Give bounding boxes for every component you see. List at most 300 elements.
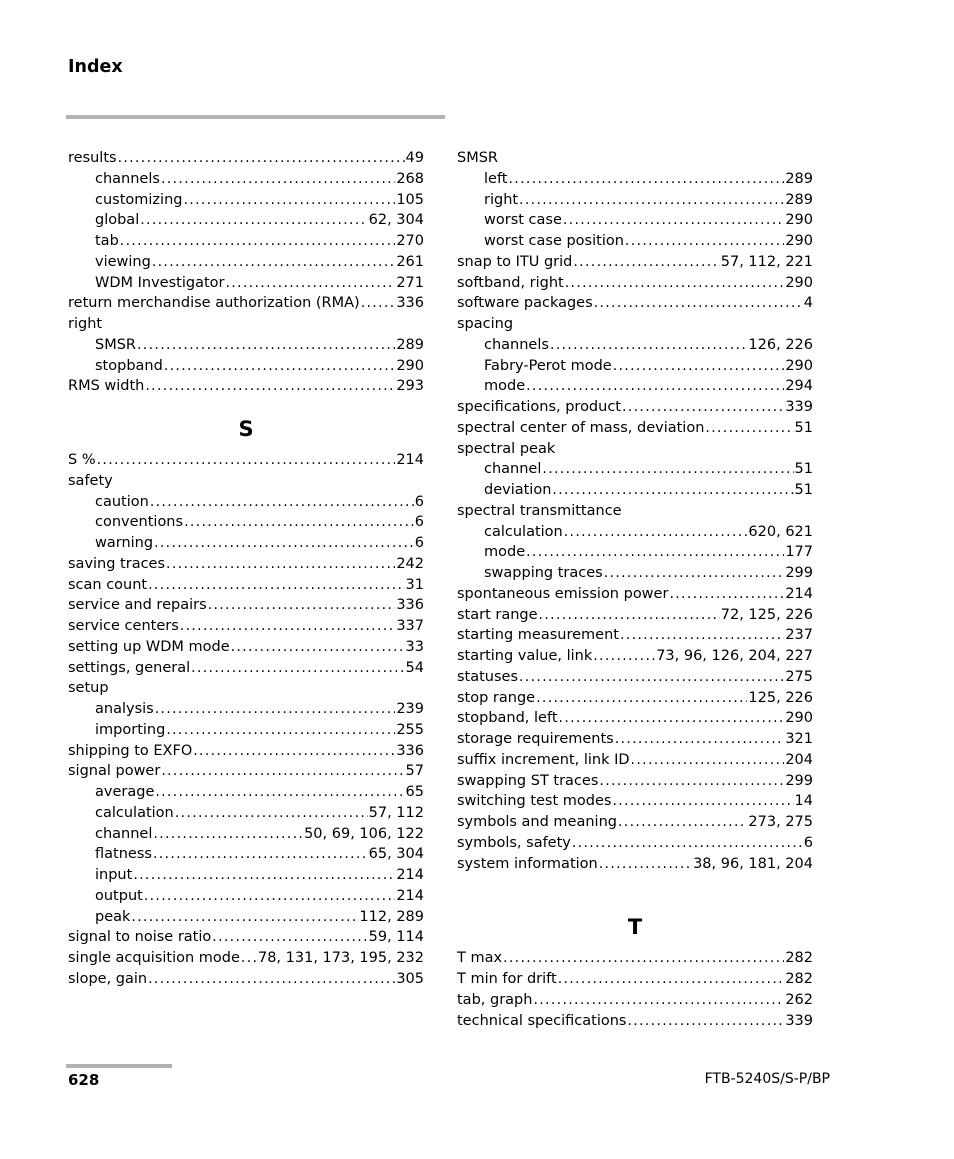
index-page-refs: 57 [405,763,424,780]
dot-leader [558,969,785,990]
index-page-refs: 237 [785,627,813,644]
index-page-refs: 290 [785,212,813,229]
index-page-refs: 271 [396,274,424,291]
index-page-refs: 336 [396,597,424,614]
index-page-refs: 290 [785,274,813,291]
index-page-refs: 78, 131, 173, 195, 232 [257,950,424,966]
index-subentry [457,542,813,563]
index-page-refs: 261 [396,253,424,270]
index-term: snap to ITU grid [457,253,573,270]
dot-leader [550,335,747,356]
dot-leader [150,492,414,513]
index-entry [457,293,813,314]
index-entry [68,761,424,782]
index-page-refs: 239 [396,701,424,717]
index-term: symbols and meaning [457,814,617,830]
dot-leader [622,397,784,418]
index-page-refs: 6 [414,535,424,551]
index-page-refs: 33 [405,638,424,655]
index-page-refs: 336 [396,742,424,759]
index-term: spontaneous emission power [457,585,669,602]
dot-leader [231,637,405,658]
index-term: mode [484,378,526,395]
index-entry [457,688,813,709]
index-page-refs: 294 [785,378,813,395]
index-subentry [457,190,813,211]
index-page-refs: 6 [414,514,424,531]
index-term: conventions [95,514,184,531]
dot-leader [559,708,785,729]
index-page-refs: 49 [405,150,424,166]
index-page-refs: 299 [785,772,813,789]
index-page-refs: 6 [803,834,813,851]
index-term: WDM Investigator [95,274,225,291]
dot-leader [627,1011,784,1032]
index-entry [68,616,424,637]
index-entry [457,791,813,812]
dot-leader [225,273,395,294]
index-entry [68,293,424,314]
index-entry [68,637,424,658]
index-column-left [68,148,424,990]
index-subentry [457,376,813,397]
index-subentry [68,865,424,886]
index-term: SMSR [95,336,136,353]
index-page-refs: 51 [794,419,813,436]
index-term: slope, gain [68,970,148,987]
dot-leader [705,418,793,439]
index-page-refs: 290 [396,357,424,374]
footer-rule [66,1064,172,1068]
dot-leader [118,148,405,169]
dot-leader [594,293,803,314]
index-page-refs: 214 [396,887,424,904]
index-term: output [95,887,143,904]
dot-leader [148,969,395,990]
dot-leader [137,335,395,356]
section-letter-s: S [238,417,254,441]
index-page-refs: 293 [396,378,424,395]
index-term: stopband [95,357,163,374]
index-page-refs: 282 [785,971,813,987]
dot-leader [241,948,257,969]
index-term: starting measurement [457,627,619,644]
dot-leader [166,554,395,575]
dot-leader [140,210,367,231]
dot-leader [573,252,719,273]
dot-leader [599,771,784,792]
index-entry [457,273,813,294]
index-page-refs: 214 [396,867,424,883]
index-term: swapping ST traces [457,772,599,789]
index-subentry [68,231,424,252]
dot-leader [208,595,396,616]
dot-leader [565,273,785,294]
index-term: symbols, safety [457,834,571,851]
index-block-s [68,450,424,990]
index-page-refs: 299 [785,565,813,581]
index-entry [457,1011,813,1032]
index-entry [68,948,424,969]
index-entry [457,646,813,667]
index-term: software packages [457,295,593,312]
index-term: caution [95,493,149,510]
dot-leader [131,907,358,928]
dot-leader [166,720,395,741]
index-entry [68,450,424,471]
index-subentry [68,699,424,720]
index-entry [457,314,813,335]
index-subentry [68,512,424,533]
index-entry [457,252,813,273]
index-entry [457,771,813,792]
index-entry [68,471,424,492]
dot-leader [152,252,396,273]
index-term: calculation [484,523,563,540]
index-entry [457,948,813,969]
index-term: system information [457,855,598,872]
index-page-refs: 6 [414,493,424,510]
index-page-refs: 126, 226 [748,336,813,353]
index-term: deviation [484,482,552,498]
index-term: tab [95,233,119,249]
dot-leader [97,450,396,471]
dot-leader [153,844,368,865]
index-entry [68,554,424,575]
dot-leader [542,459,793,480]
dot-leader [618,812,747,833]
index-subentry [457,563,813,584]
index-page-refs: 214 [785,585,813,602]
index-subentry [68,844,424,865]
index-term: setting up WDM mode [68,638,230,655]
index-page-refs: 289 [785,191,813,208]
index-subentry [68,907,424,928]
index-page-refs: 4 [803,295,813,312]
index-term: mode [484,544,526,561]
index-page-refs: 54 [405,659,424,676]
dot-leader [620,625,784,646]
index-term: left [484,170,508,187]
index-entry [457,812,813,833]
index-subentry [68,824,424,845]
index-term: safety [68,472,113,489]
index-term: starting value, link [457,648,593,664]
index-page-refs: 273, 275 [748,814,813,830]
index-page-refs: 112, 289 [359,908,424,925]
index-page-refs: 255 [396,721,424,738]
index-term: input [95,867,133,883]
index-page-refs: 105 [396,191,424,208]
index-term: calculation [95,804,174,821]
index-term: storage requirements [457,731,614,747]
index-subentry [68,803,424,824]
index-entry [457,969,813,990]
index-subentry [68,886,424,907]
dot-leader [625,231,784,252]
dot-leader [161,761,404,782]
index-subentry [457,356,813,377]
index-subentry [68,492,424,513]
dot-leader [161,169,395,190]
index-entry [457,750,813,771]
dot-leader [144,886,395,907]
index-subentry [68,273,424,294]
index-term: customizing [95,191,183,208]
index-subentry [68,252,424,273]
index-term: technical specifications [457,1012,627,1029]
index-entry [457,833,813,854]
index-term: spectral center of mass, deviation [457,419,705,436]
dot-leader [604,563,785,584]
index-subentry [68,782,424,803]
index-entry [457,439,813,460]
dot-leader [153,824,303,845]
index-subentry [457,210,813,231]
index-page-refs: 242 [396,555,424,572]
index-page-refs: 57, 112, 221 [720,253,813,270]
index-term: viewing [95,253,151,270]
index-page-refs: 204 [785,751,813,768]
dot-leader [183,190,395,211]
section-spacer [457,874,813,895]
index-term: settings, general [68,659,191,676]
dot-leader [593,646,655,667]
index-term: statuses [457,668,519,685]
index-block-r [68,148,424,397]
dot-leader [536,688,747,709]
index-page-refs: 72, 125, 226 [720,606,813,623]
index-subentry [68,210,424,231]
index-page-refs: 339 [785,1012,813,1029]
index-page-refs: 214 [396,452,424,468]
index-entry [457,418,813,439]
dot-leader [552,480,793,501]
index-term: saving traces [68,555,166,572]
index-page-refs: 262 [785,991,813,1008]
index-entry [457,990,813,1011]
dot-leader [533,990,784,1011]
index-entry [457,729,813,750]
index-term: Fabry-Perot mode [484,357,612,374]
index-term: worst case position [484,233,624,249]
index-entry [457,667,813,688]
index-term: warning [95,535,154,551]
dot-leader [184,512,414,533]
index-entry [68,376,424,397]
dot-leader [145,376,395,397]
index-term: S % [68,452,96,468]
dot-leader [519,667,784,688]
index-block-t [457,948,813,1031]
dot-leader [133,865,395,886]
index-subentry [68,720,424,741]
dot-leader [564,522,748,543]
dot-leader [148,575,404,596]
index-subentry [68,335,424,356]
index-entry [68,314,424,335]
index-page-refs: 177 [785,544,813,561]
index-term: T max [457,950,503,967]
index-page-refs: 270 [396,233,424,249]
index-term: flatness [95,846,152,863]
dot-leader [503,948,784,969]
dot-leader [572,833,803,854]
index-page-refs: 125, 226 [748,689,813,706]
index-entry [457,397,813,418]
index-page-refs: 38, 96, 181, 204 [693,855,813,872]
dot-leader [180,616,396,637]
index-term: channel [95,825,153,842]
index-term: single acquisition mode [68,950,240,966]
index-page-refs: 620, 621 [748,523,813,540]
index-entry [457,605,813,626]
index-page-refs: 290 [785,357,813,374]
dot-leader [615,729,785,750]
dot-leader [631,750,785,771]
index-term: channels [484,336,549,353]
index-page-refs: 275 [785,668,813,685]
index-term: channel [484,461,542,478]
index-term: channels [95,170,160,187]
index-term: specifications, product [457,399,621,415]
index-column-right [457,148,813,1031]
dot-leader [175,803,368,824]
index-page-refs: 57, 112 [368,804,424,821]
dot-leader [193,741,395,762]
index-page-refs: 73, 96, 126, 204, 227 [656,648,813,664]
index-term: spacing [457,316,514,332]
index-term: suffix increment, link ID [457,751,630,768]
index-term: spectral transmittance [457,502,622,519]
dot-leader [154,533,414,554]
index-page-refs: 14 [794,793,813,810]
index-entry [457,148,813,169]
index-page-refs: 289 [396,336,424,353]
index-term: service and repairs [68,597,207,614]
dot-leader [612,791,793,812]
index-page-refs: 65, 304 [368,846,424,863]
index-page-refs: 62, 304 [368,212,424,229]
header-rule [66,115,445,119]
index-entry [68,927,424,948]
index-page-refs: 31 [405,576,424,593]
index-page-refs: 290 [785,233,813,249]
index-subentry [457,169,813,190]
index-term: tab, graph [457,991,533,1008]
index-term: return merchandise authorization (RMA) [68,295,360,312]
index-page-refs: 51 [794,482,813,498]
dot-leader [599,854,692,875]
index-term: analysis [95,701,154,717]
index-term: start range [457,606,538,623]
dot-leader [509,169,785,190]
index-term: right [484,191,519,208]
index-page-refs: 336 [396,295,424,312]
index-term: results [68,150,117,166]
index-page-refs: 65 [405,784,424,800]
dot-leader [155,782,404,803]
index-term: service centers [68,618,179,634]
index-page-refs: 290 [785,710,813,727]
index-page-refs: 339 [785,399,813,415]
index-entry [68,741,424,762]
index-term: worst case [484,212,562,229]
index-subentry [457,522,813,543]
index-subentry [68,356,424,377]
index-entry [457,584,813,605]
index-page-refs: 289 [785,170,813,187]
index-term: global [95,212,140,229]
dot-leader [563,210,784,231]
dot-leader [155,699,396,720]
index-entry [68,595,424,616]
index-term: importing [95,721,166,738]
document-code: FTB-5240S/S-P/BP [704,1071,830,1087]
page-number: 628 [68,1071,100,1089]
section-letter-t: T [627,915,643,940]
index-page-refs: 268 [396,170,424,187]
dot-leader [613,356,785,377]
index-term: spectral peak [457,440,556,457]
index-term: swapping traces [484,565,603,581]
index-subentry [68,533,424,554]
dot-leader [212,927,367,948]
index-term: softband, right [457,274,564,291]
index-term: average [95,784,155,800]
index-term: signal to noise ratio [68,929,212,946]
index-block-s-continued [457,148,813,874]
index-term: stopband, left [457,710,558,727]
page-title: Index [68,57,123,77]
index-entry [457,854,813,875]
index-entry [68,148,424,169]
dot-leader [526,376,784,397]
index-term: stop range [457,689,536,706]
index-page-refs: 50, 69, 106, 122 [304,825,424,842]
index-entry [68,678,424,699]
dot-leader [519,190,784,211]
index-term: T min for drift [457,971,557,987]
index-subentry [457,231,813,252]
index-term: signal power [68,763,161,780]
index-term: scan count [68,576,148,593]
index-subentry [457,459,813,480]
dot-leader [191,658,404,679]
dot-leader [526,542,784,563]
index-term: switching test modes [457,793,612,810]
dot-leader [539,605,720,626]
index-subentry [457,480,813,501]
index-subentry [68,169,424,190]
index-page-refs: 59, 114 [368,929,424,946]
index-term: right [68,316,103,332]
index-term: RMS width [68,378,145,395]
index-page-refs: 305 [396,970,424,987]
index-page-refs: 282 [785,950,813,967]
index-entry [68,969,424,990]
index-entry [457,708,813,729]
index-subentry [457,335,813,356]
index-term: setup [68,680,109,697]
index-subentry [68,190,424,211]
index-page-refs: 321 [785,731,813,747]
index-entry [68,658,424,679]
dot-leader [669,584,784,605]
dot-leader [361,293,396,314]
index-entry [68,575,424,596]
index-entry [457,625,813,646]
